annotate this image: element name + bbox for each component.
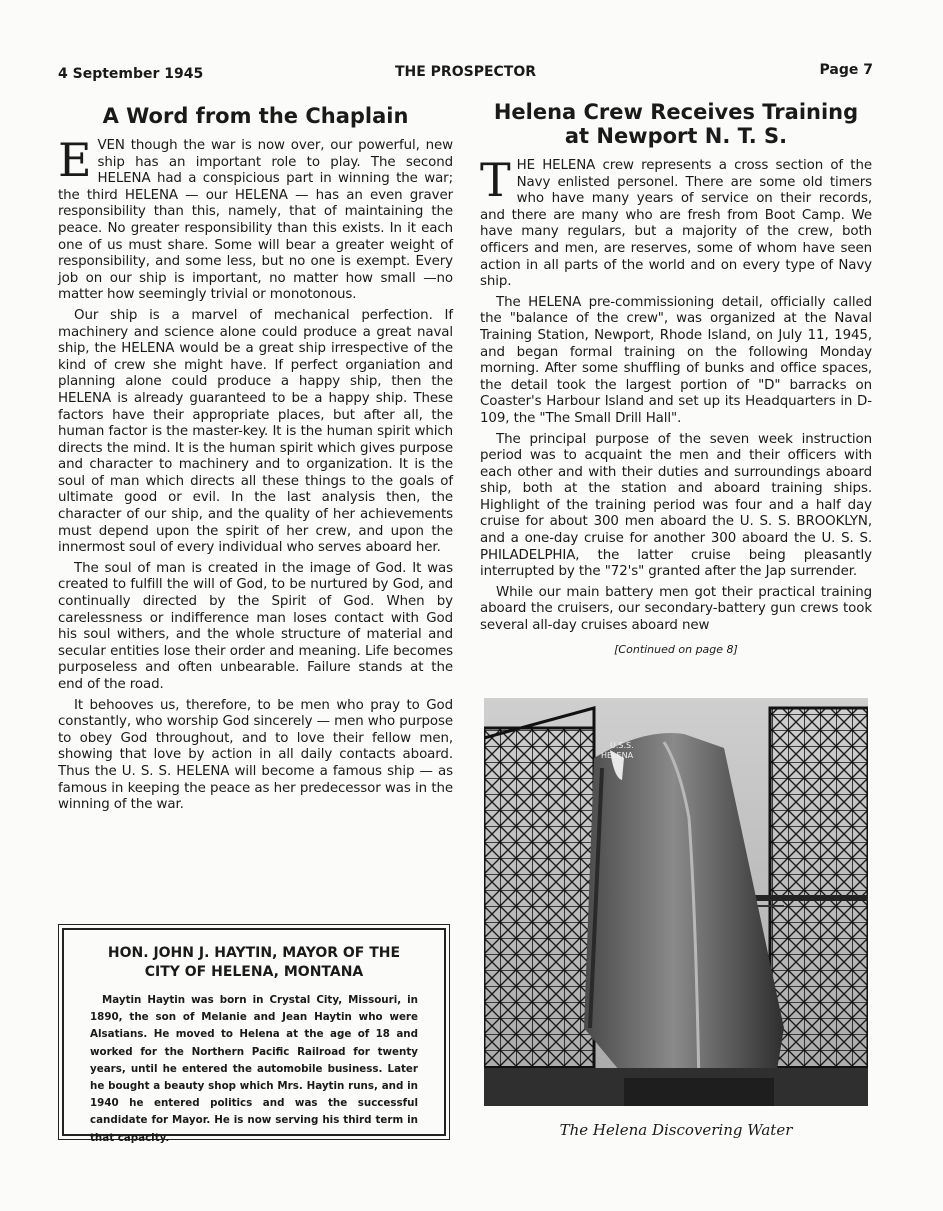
- ship-photo: [484, 698, 868, 1106]
- training-paragraph-4: While our main battery men got their practical training aboard the cruisers, our secondary-battery gun crews took several all-day cruises aboard new: [480, 584, 872, 634]
- publication-name: THE PROSPECTOR: [394, 64, 537, 80]
- issue-date: 4 September 1945: [58, 66, 204, 82]
- training-paragraph-1-text: HE HELENA crew represents a cross section of the Navy enlisted personel. There are some old timers who have many years of service on their records, and there are many who are fresh from Boot Camp. We have many regulars, but a majority of the crew, both officers and men, are reserves, some of whom have seen action in all parts of the world and on every type of Navy ship.: [480, 158, 872, 290]
- training-article-body: [480, 153, 872, 635]
- training-paragraph-1: [480, 153, 872, 291]
- mayor-bio-text: Maytin Haytin was born in Crystal City, Missouri, in 1890, the son of Melanie and Jean Haytin who were Alsatians. He moved to Helena at the age of 18 and worked for the Northern Pacific Railroad for twenty years, until he entered the automobile business. Later he bought a beauty shop which Mrs. Haytin runs, and in 1940 he entered politics and was the successful candidate for Mayor. He is now serving his third term in that capacity.: [90, 994, 418, 1144]
- chaplain-paragraph-4: It behooves us, therefore, to be men who pray to God constantly, who worship God sincerely — men who purpose to obey God throughout, and to love their fellow men, showing that love by action in all daily contacts aboard. Thus the U. S. S. HELENA will become a famous ship — as famous in keeping the peace as her predecessor was in the winning of the war.: [58, 697, 453, 813]
- training-dropcap: T: [480, 153, 511, 207]
- chaplain-article: [58, 100, 453, 814]
- page-header: [58, 62, 873, 84]
- photo-caption: The Helena Discovering Water: [559, 1121, 793, 1139]
- chaplain-article-body: [58, 133, 453, 814]
- training-article-title: Helena Crew Receives Training at Newport N. T. S.: [493, 100, 859, 148]
- page-number: Page 7: [819, 62, 873, 78]
- continued-note: [Continued on page 8]: [614, 642, 738, 656]
- chaplain-paragraph-1: [58, 133, 453, 304]
- bow-marking-name: HELENA: [601, 751, 634, 760]
- right-scaffold: [770, 708, 868, 1068]
- chaplain-paragraph-1-text: VEN though the war is now over, our powerful, new ship has an important role to play. The second HELENA had a conspicious part in winning the war; the third HELENA — our HELENA — has an even graver responsibility than this, namely, that of maintaining the peace. No greater responsibility than this exists. In it each one of us must share. Some will bear a greater weight of responsibility, and some less, but no one is exempt. Every job on our ship is important, no matter how small —no matter how seemingly trivial or monotonous.: [58, 138, 453, 303]
- chaplain-paragraph-3: The soul of man is created in the image of God. It was created to fulfill the will of God, to be nurtured by God, and continually directed by the Spirit of God. When by carelessness or indifference man loses contact with God his soul withers, and the whole structure of material and secular entities lose their order and meaning. Life becomes purposeless and often unbearable. Failure stands at the end of the road.: [58, 560, 453, 692]
- training-paragraph-2: The HELENA pre-commissioning detail, officially called the "balance of the crew", was organized at the Naval Training Station, Newport, Rhode Island, on July 11, 1945, and began formal training on the following Monday morning. After some shuffling of bunks and office spaces, the detail took the largest portion of "D" barracks on Coaster's Harbour Island and set up its Headquarters in D-109, the "The Small Drill Hall".: [480, 294, 872, 426]
- training-article: [480, 100, 872, 656]
- mayor-bio-inner-frame: [62, 928, 446, 1144]
- training-paragraph-3: The principal purpose of the seven week instruction period was to acquaint the men and their officers with each other and with their duties and surroundings aboard ship, both at the station and aboard training ships. Highlight of the training period was four and a half day cruise for about 300 men aboard the U. S. S. BROOKLYN, and a one-day cruise for another 300 aboard the U. S. S. PHILADELPHIA, the latter cruise being pleasantly interrupted by the "72's" granted after the Jap surrender.: [480, 431, 872, 580]
- ship-photo-drawing: [484, 698, 868, 1106]
- bow-marking-top: U.S.S.: [610, 741, 634, 750]
- chaplain-dropcap: E: [58, 133, 92, 187]
- left-scaffold: [484, 728, 594, 1068]
- mayor-bio-title: HON. JOHN J. HAYTIN, MAYOR OF THE CITY OF HELENA, MONTANA: [107, 945, 401, 980]
- chaplain-article-title: A Word from the Chaplain: [102, 104, 409, 128]
- mayor-bio-box: [58, 924, 450, 1144]
- chaplain-paragraph-2: Our ship is a marvel of mechanical perfection. If machinery and science alone could produce a great naval ship, the HELENA would be a great ship irrespective of the kind of crew she might have. If perfect organiation and planning alone could produce a happy ship, then the HELENA is already guaranteed to be a happy ship. These factors have their appropriate places, but after all, the human factor is the master-key. It is the human spirit which directs the mind. It is the human spirit which gives purpose and character to machinery and to organization. It is the soul of man which directs all these things to the goals of ultimate good or evil. In the last analysis then, the character of our ship, and the quality of her achievements must depend upon the spirit of her crew, and upon the innermost soul of every individual who serves aboard her.: [58, 307, 453, 556]
